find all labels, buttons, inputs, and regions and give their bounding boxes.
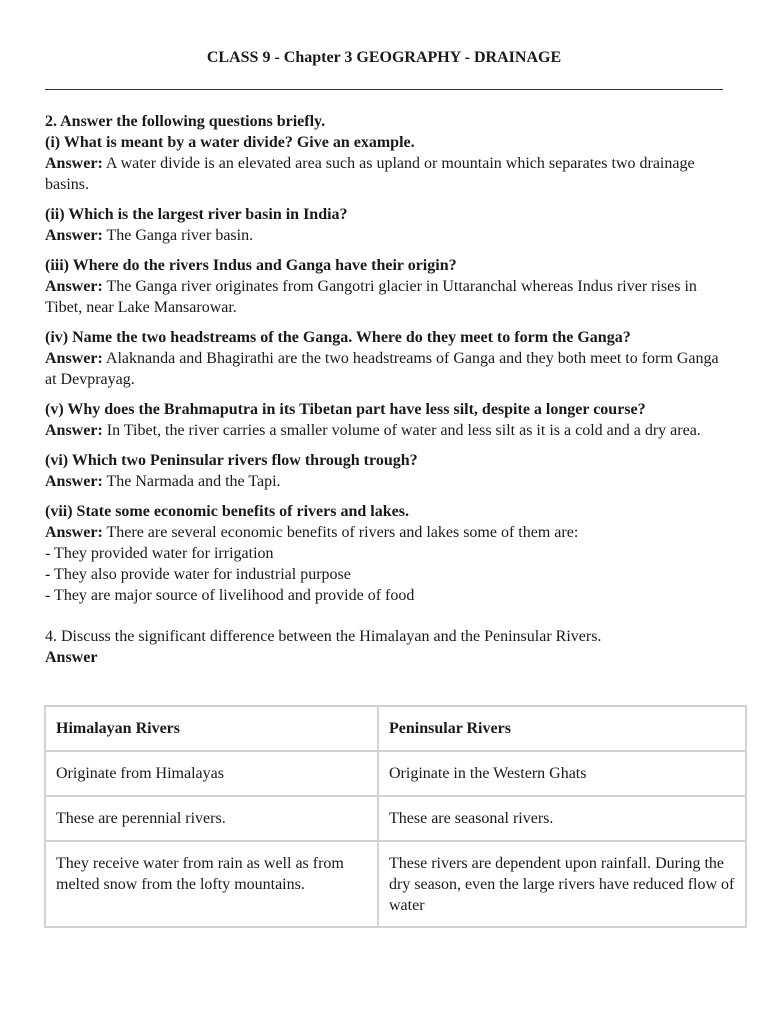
answer-label: Answer:: [45, 155, 103, 172]
qa-item-2: [45, 204, 725, 246]
answer-text: [45, 153, 725, 195]
question-text: 4. Discuss the significant difference between the Himalayan and the Peninsular Rivers.: [45, 628, 602, 645]
comparison-table: [44, 705, 747, 928]
benefits-list: [45, 543, 725, 606]
table-cell: These are perennial rivers.: [45, 796, 378, 841]
answer-text: [45, 348, 725, 390]
qa-item-3: [45, 255, 725, 318]
answer-body: The Ganga river basin.: [106, 227, 254, 244]
answer-label: Answer: [45, 649, 98, 666]
question-text: (iii) Where do the rivers Indus and Ganga have their origin?: [45, 257, 457, 274]
qa-item-4: [45, 327, 725, 390]
table-cell: Originate from Himalayas: [45, 751, 378, 796]
answer-text: [45, 471, 725, 492]
question-text: (ii) Which is the largest river basin in India?: [45, 206, 348, 223]
qa-item-5: [45, 399, 725, 441]
title-divider: [45, 89, 723, 90]
table-cell: These rivers are dependent upon rainfall. During the dry season, even the large rivers have reduced flow of water: [378, 841, 746, 927]
table-header-row: [45, 706, 746, 751]
qa-item-7: [45, 501, 725, 606]
table-cell: These are seasonal rivers.: [378, 796, 746, 841]
table-row: [45, 841, 746, 927]
qa-item-6: [45, 450, 725, 492]
page-title: CLASS 9 - Chapter 3 GEOGRAPHY - DRAINAGE: [206, 49, 562, 66]
question-text: (vi) Which two Peninsular rivers flow through trough?: [45, 452, 418, 469]
answer-label: Answer:: [45, 278, 103, 295]
question-text: (vii) State some economic benefits of rivers and lakes.: [45, 503, 409, 520]
document-body: [45, 111, 725, 668]
answer-text: [45, 225, 725, 246]
column-header-peninsular: Peninsular Rivers: [378, 706, 746, 751]
answer-body: A water divide is an elevated area such as upland or mountain which separates two drainage basins.: [45, 155, 695, 193]
column-header-himalayan: Himalayan Rivers: [45, 706, 378, 751]
answer-text: [45, 420, 725, 441]
list-item: - They also provide water for industrial purpose: [45, 566, 351, 583]
question-text: (iv) Name the two headstreams of the Ganga. Where do they meet to form the Ganga?: [45, 329, 631, 346]
answer-body: Alaknanda and Bhagirathi are the two headstreams of Ganga and they both meet to form Ganga at Devprayag.: [45, 350, 719, 388]
table-cell: Originate in the Western Ghats: [378, 751, 746, 796]
question-text: (i) What is meant by a water divide? Give an example.: [45, 134, 415, 151]
answer-label: Answer:: [45, 227, 103, 244]
answer-text: [45, 276, 725, 318]
answer-label: Answer:: [45, 473, 103, 490]
answer-label: Answer:: [45, 422, 103, 439]
question-text: (v) Why does the Brahmaputra in its Tibetan part have less silt, despite a longer course?: [45, 401, 646, 418]
answer-body: The Ganga river originates from Gangotri glacier in Uttaranchal whereas Indus river rises in Tibet, near Lake Mansarowar.: [45, 278, 697, 316]
table-row: [45, 751, 746, 796]
answer-body: In Tibet, the river carries a smaller volume of water and less silt as it is a cold and a dry area.: [106, 422, 701, 439]
table-cell: They receive water from rain as well as from melted snow from the lofty mountains.: [45, 841, 378, 927]
answer-body: The Narmada and the Tapi.: [106, 473, 281, 490]
question-4: [45, 626, 725, 668]
answer-text: [45, 522, 725, 543]
section-heading: 2. Answer the following questions briefly.: [45, 113, 326, 130]
list-item: - They are major source of livelihood and provide of food: [45, 587, 415, 604]
qa-item-1: [45, 132, 725, 195]
list-item: - They provided water for irrigation: [45, 545, 274, 562]
answer-label: Answer:: [45, 350, 103, 367]
table-row: [45, 796, 746, 841]
answer-label: Answer:: [45, 524, 103, 541]
answer-body: There are several economic benefits of rivers and lakes some of them are:: [106, 524, 579, 541]
